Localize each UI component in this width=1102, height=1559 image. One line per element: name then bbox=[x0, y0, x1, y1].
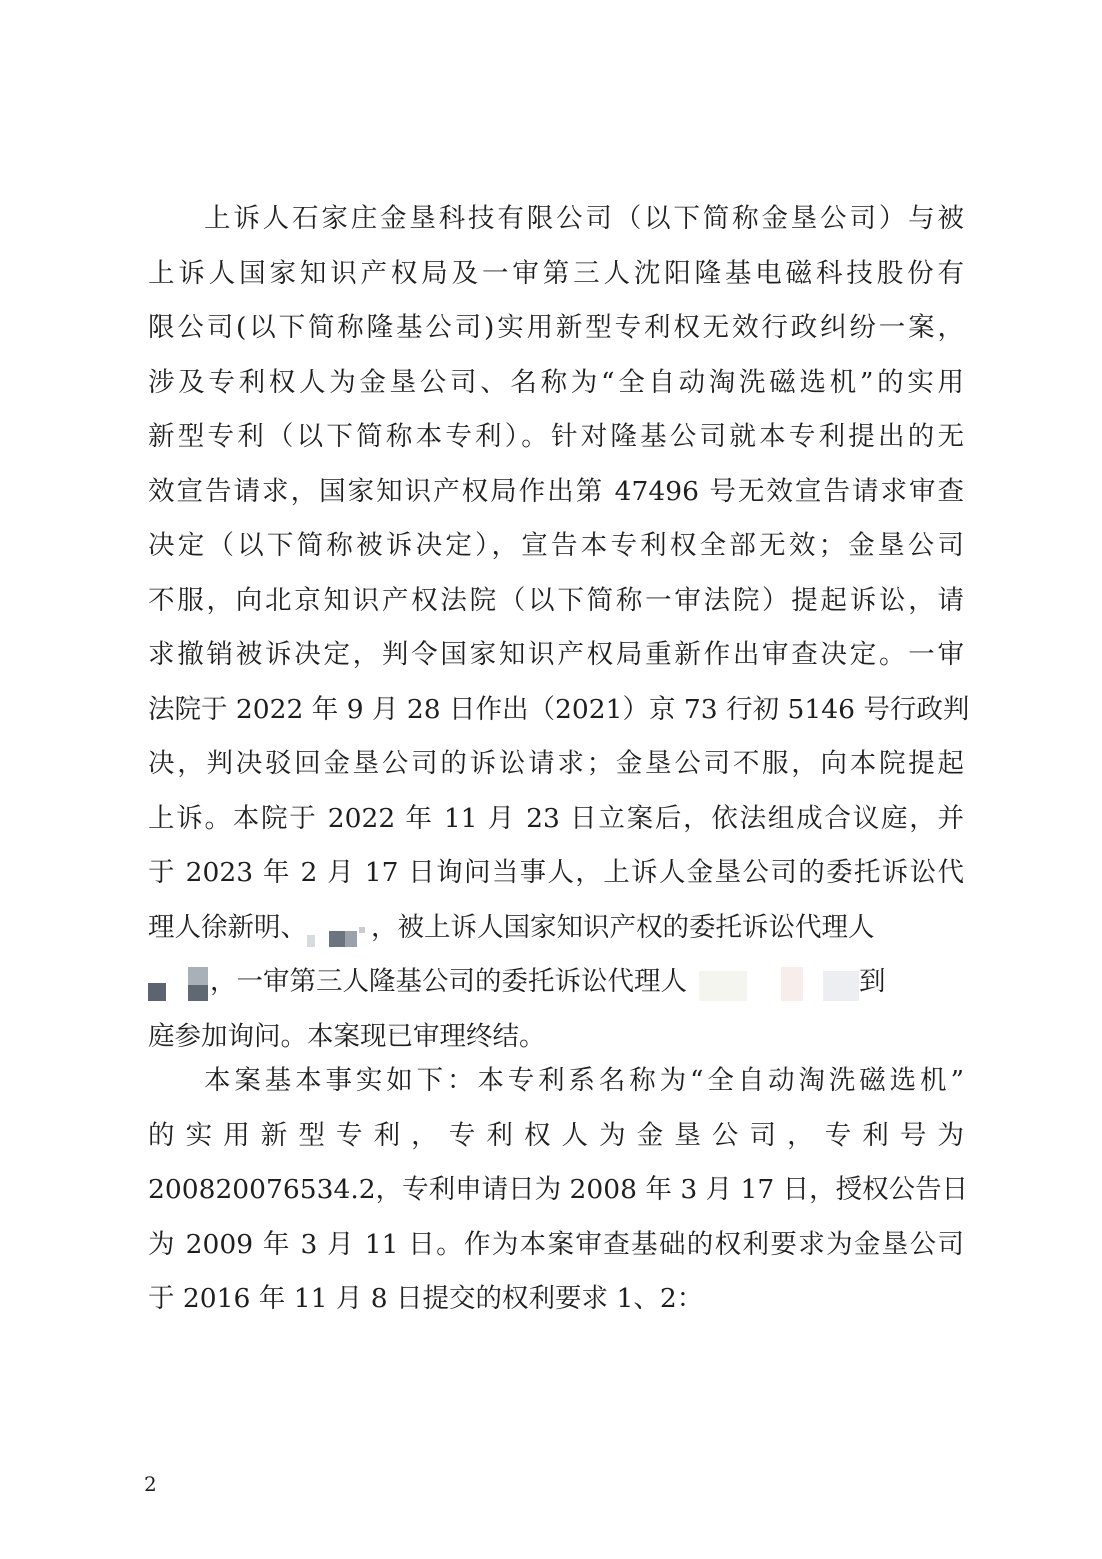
text-line-with-redaction bbox=[148, 955, 964, 1010]
text-line: 上诉。本院于 2022 年 11 月 23 日立案后，依法组成合议庭，并 bbox=[148, 802, 964, 834]
text-line: 决定（以下简称被诉决定），宣告本专利权全部无效；金垦公司 bbox=[148, 530, 964, 561]
text-line: 限公司(以下简称隆基公司)实用新型专利权无效行政纠纷一案， bbox=[148, 312, 964, 343]
redaction-pixelation bbox=[687, 963, 859, 1003]
paragraph-2 bbox=[148, 1054, 969, 1327]
text-line: 效宣告请求，国家知识产权局作出第 47496 号无效宣告请求审查 bbox=[148, 475, 964, 507]
text-line: 求撤销被诉决定，判令国家知识产权局重新作出审查决定。一审 bbox=[148, 639, 964, 670]
text-line: 为 2009 年 3 月 11 日。作为本案审查基础的权利要求为金垦公司 bbox=[148, 1228, 964, 1260]
text-line-with-redaction bbox=[148, 901, 964, 956]
text-line: 涉及专利权人为金垦公司、名称为“全自动淘洗磁选机”的实用 bbox=[148, 366, 964, 398]
text-line: 法院于 2022 年 9 月 28 日作出（2021）京 73 行初 5146 号行政判 bbox=[148, 693, 970, 725]
text-line: 本案基本事实如下：本专利系名称为“全自动淘洗磁选机” bbox=[204, 1065, 964, 1096]
text-line: 上诉人石家庄金垦科技有限公司（以下简称金垦公司）与被 bbox=[204, 203, 964, 234]
redacted-name-block bbox=[148, 963, 210, 1003]
paragraph-1 bbox=[148, 192, 970, 1064]
text-line: 200820076534.2，专利申请日为 2008 年 3 月 17 日，授权公告日 bbox=[148, 1174, 969, 1205]
text-segment: 到 bbox=[859, 966, 886, 997]
redaction-pixelation bbox=[307, 925, 371, 951]
text-line: 于 2023 年 2 月 17 日询问当事人，上诉人金垦公司的委托诉讼代 bbox=[148, 857, 964, 888]
text-line: 新型专利（以下简称本专利）。针对隆基公司就本专利提出的无 bbox=[148, 421, 964, 452]
text-line: 于 2016 年 11 月 8 日提交的权利要求 1、2： bbox=[148, 1283, 704, 1314]
text-line: 不服，向北京知识产权法院（以下简称一审法院）提起诉讼，请 bbox=[148, 584, 964, 616]
text-segment: ，被上诉人国家知识产权的委托诉讼代理人 bbox=[371, 911, 875, 943]
text-line: 庭参加询问。本案现已审理终结。 bbox=[148, 1020, 546, 1052]
text-segment: ，一审第三人隆基公司的委托诉讼代理人 bbox=[210, 966, 687, 997]
redaction-pixelation bbox=[148, 963, 210, 1003]
text-segment: 理人徐新明、 bbox=[148, 911, 307, 943]
page-number: 2 bbox=[144, 1472, 157, 1496]
text-line: 的实用新型专利，专利权人为金垦公司，专利号为 bbox=[148, 1119, 964, 1151]
text-line: 上诉人国家知识产权局及一审第三人沈阳隆基电磁科技股份有 bbox=[148, 257, 964, 289]
text-line: 决，判决驳回金垦公司的诉讼请求；金垦公司不服，向本院提起 bbox=[148, 748, 964, 779]
redacted-name-block bbox=[307, 916, 371, 942]
redacted-name-block bbox=[687, 963, 859, 1003]
